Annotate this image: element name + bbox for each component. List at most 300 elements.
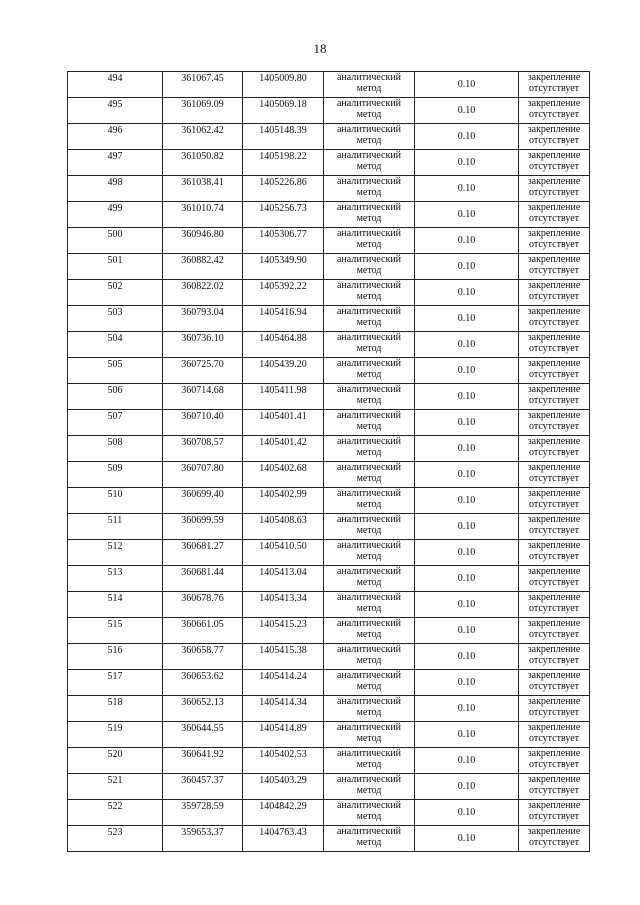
table-row bbox=[68, 202, 590, 228]
accuracy: 0.10 bbox=[415, 306, 519, 332]
fixing-line-2: отсутствует bbox=[528, 83, 580, 94]
fixing-line-1: закрепление bbox=[527, 254, 581, 265]
coordinate-x: 360822.02 bbox=[163, 280, 243, 306]
accuracy: 0.10 bbox=[415, 436, 519, 462]
accuracy: 0.10 bbox=[415, 722, 519, 748]
method-line-1: аналитический bbox=[336, 306, 402, 317]
point-number: 495 bbox=[68, 98, 163, 124]
method-line-1: аналитический bbox=[336, 98, 402, 109]
accuracy: 0.10 bbox=[415, 748, 519, 774]
method-line-2: метод bbox=[356, 499, 382, 510]
fixing-cell bbox=[519, 488, 590, 514]
method-line-1: аналитический bbox=[336, 826, 402, 837]
point-number: 503 bbox=[68, 306, 163, 332]
table-row bbox=[68, 436, 590, 462]
method-cell bbox=[324, 800, 415, 826]
method-line-1: аналитический bbox=[336, 722, 402, 733]
method-cell bbox=[324, 774, 415, 800]
point-number: 499 bbox=[68, 202, 163, 228]
method-cell bbox=[324, 488, 415, 514]
fixing-line-1: закрепление bbox=[527, 176, 581, 187]
fixing-line-2: отсутствует bbox=[528, 473, 580, 484]
fixing-cell bbox=[519, 202, 590, 228]
fixing-line-2: отсутствует bbox=[528, 707, 580, 718]
method-cell bbox=[324, 150, 415, 176]
accuracy: 0.10 bbox=[415, 644, 519, 670]
fixing-line-1: закрепление bbox=[527, 514, 581, 525]
coordinate-x: 361050.82 bbox=[163, 150, 243, 176]
method-line-1: аналитический bbox=[336, 514, 402, 525]
coordinates-table-body bbox=[68, 72, 590, 852]
method-line-2: метод bbox=[356, 759, 382, 770]
method-line-2: метод bbox=[356, 551, 382, 562]
method-line-1: аналитический bbox=[336, 566, 402, 577]
fixing-line-1: закрепление bbox=[527, 436, 581, 447]
fixing-line-2: отсутствует bbox=[528, 317, 580, 328]
table-row bbox=[68, 514, 590, 540]
method-line-2: метод bbox=[356, 135, 382, 146]
method-line-1: аналитический bbox=[336, 228, 402, 239]
method-line-2: метод bbox=[356, 317, 382, 328]
accuracy: 0.10 bbox=[415, 410, 519, 436]
table-row bbox=[68, 150, 590, 176]
fixing-line-2: отсутствует bbox=[528, 629, 580, 640]
fixing-line-1: закрепление bbox=[527, 592, 581, 603]
coordinate-x: 360652.13 bbox=[163, 696, 243, 722]
coordinate-y: 1405069.18 bbox=[243, 98, 324, 124]
point-number: 505 bbox=[68, 358, 163, 384]
method-line-2: метод bbox=[356, 239, 382, 250]
fixing-cell bbox=[519, 800, 590, 826]
fixing-line-2: отсутствует bbox=[528, 161, 580, 172]
method-line-1: аналитический bbox=[336, 462, 402, 473]
method-cell bbox=[324, 176, 415, 202]
table-row bbox=[68, 618, 590, 644]
fixing-line-1: закрепление bbox=[527, 488, 581, 499]
coordinate-x: 360681.44 bbox=[163, 566, 243, 592]
fixing-line-2: отсутствует bbox=[528, 421, 580, 432]
fixing-line-2: отсутствует bbox=[528, 603, 580, 614]
method-line-2: метод bbox=[356, 837, 382, 848]
coordinate-y: 1405415.38 bbox=[243, 644, 324, 670]
fixing-cell bbox=[519, 228, 590, 254]
coordinate-y: 1405402.53 bbox=[243, 748, 324, 774]
accuracy: 0.10 bbox=[415, 384, 519, 410]
method-line-2: метод bbox=[356, 161, 382, 172]
fixing-cell bbox=[519, 98, 590, 124]
fixing-line-2: отсутствует bbox=[528, 499, 580, 510]
method-line-2: метод bbox=[356, 629, 382, 640]
table-row bbox=[68, 306, 590, 332]
point-number: 515 bbox=[68, 618, 163, 644]
method-line-2: метод bbox=[356, 291, 382, 302]
point-number: 497 bbox=[68, 150, 163, 176]
page-number: 18 bbox=[313, 41, 327, 56]
coordinate-x: 359728.59 bbox=[163, 800, 243, 826]
fixing-cell bbox=[519, 176, 590, 202]
coordinate-y: 1405414.34 bbox=[243, 696, 324, 722]
coordinate-y: 1405408.63 bbox=[243, 514, 324, 540]
fixing-line-2: отсутствует bbox=[528, 811, 580, 822]
coordinate-y: 1405256.73 bbox=[243, 202, 324, 228]
fixing-line-1: закрепление bbox=[527, 202, 581, 213]
fixing-line-2: отсутствует bbox=[528, 525, 580, 536]
method-line-2: метод bbox=[356, 265, 382, 276]
coordinate-y: 1405413.04 bbox=[243, 566, 324, 592]
method-cell bbox=[324, 254, 415, 280]
point-number: 507 bbox=[68, 410, 163, 436]
point-number: 518 bbox=[68, 696, 163, 722]
accuracy: 0.10 bbox=[415, 176, 519, 202]
method-line-1: аналитический bbox=[336, 436, 402, 447]
accuracy: 0.10 bbox=[415, 826, 519, 852]
method-cell bbox=[324, 280, 415, 306]
fixing-cell bbox=[519, 72, 590, 98]
coordinate-y: 1405226.86 bbox=[243, 176, 324, 202]
fixing-line-1: закрепление bbox=[527, 98, 581, 109]
point-number: 513 bbox=[68, 566, 163, 592]
point-number: 502 bbox=[68, 280, 163, 306]
point-number: 508 bbox=[68, 436, 163, 462]
fixing-line-1: закрепление bbox=[527, 670, 581, 681]
fixing-line-2: отсутствует bbox=[528, 395, 580, 406]
coordinate-x: 360678.76 bbox=[163, 592, 243, 618]
fixing-cell bbox=[519, 150, 590, 176]
method-line-1: аналитический bbox=[336, 332, 402, 343]
coordinate-x: 360653.62 bbox=[163, 670, 243, 696]
fixing-cell bbox=[519, 462, 590, 488]
point-number: 517 bbox=[68, 670, 163, 696]
table-row bbox=[68, 592, 590, 618]
method-line-1: аналитический bbox=[336, 254, 402, 265]
coordinate-y: 1405009.80 bbox=[243, 72, 324, 98]
coordinate-x: 360699.59 bbox=[163, 514, 243, 540]
point-number: 496 bbox=[68, 124, 163, 150]
fixing-line-2: отсутствует bbox=[528, 369, 580, 380]
table-row bbox=[68, 540, 590, 566]
method-line-2: метод bbox=[356, 369, 382, 380]
method-line-2: метод bbox=[356, 395, 382, 406]
coordinate-y: 1404763.43 bbox=[243, 826, 324, 852]
coordinate-y: 1405401.42 bbox=[243, 436, 324, 462]
accuracy: 0.10 bbox=[415, 514, 519, 540]
coordinate-y: 1405392.22 bbox=[243, 280, 324, 306]
method-line-2: метод bbox=[356, 707, 382, 718]
method-line-2: метод bbox=[356, 811, 382, 822]
point-number: 516 bbox=[68, 644, 163, 670]
coordinate-x: 360658.77 bbox=[163, 644, 243, 670]
accuracy: 0.10 bbox=[415, 150, 519, 176]
fixing-cell bbox=[519, 540, 590, 566]
fixing-line-1: закрепление bbox=[527, 826, 581, 837]
table-row bbox=[68, 124, 590, 150]
fixing-line-1: закрепление bbox=[527, 150, 581, 161]
coordinate-x: 361010.74 bbox=[163, 202, 243, 228]
method-cell bbox=[324, 358, 415, 384]
method-line-1: аналитический bbox=[336, 176, 402, 187]
coordinate-y: 1405306.77 bbox=[243, 228, 324, 254]
method-cell bbox=[324, 384, 415, 410]
method-line-2: метод bbox=[356, 447, 382, 458]
coordinate-y: 1405403.29 bbox=[243, 774, 324, 800]
coordinate-x: 361062.42 bbox=[163, 124, 243, 150]
fixing-line-1: закрепление bbox=[527, 410, 581, 421]
method-line-1: аналитический bbox=[336, 202, 402, 213]
fixing-cell bbox=[519, 696, 590, 722]
method-line-2: метод bbox=[356, 187, 382, 198]
fixing-line-1: закрепление bbox=[527, 124, 581, 135]
method-cell bbox=[324, 410, 415, 436]
point-number: 510 bbox=[68, 488, 163, 514]
accuracy: 0.10 bbox=[415, 696, 519, 722]
fixing-cell bbox=[519, 618, 590, 644]
fixing-line-1: закрепление bbox=[527, 800, 581, 811]
coordinate-x: 360725.70 bbox=[163, 358, 243, 384]
table-row bbox=[68, 800, 590, 826]
point-number: 501 bbox=[68, 254, 163, 280]
coordinate-y: 1405402.99 bbox=[243, 488, 324, 514]
accuracy: 0.10 bbox=[415, 228, 519, 254]
coordinate-y: 1405414.24 bbox=[243, 670, 324, 696]
fixing-line-2: отсутствует bbox=[528, 577, 580, 588]
coordinates-table bbox=[67, 71, 590, 852]
method-line-1: аналитический bbox=[336, 644, 402, 655]
point-number: 522 bbox=[68, 800, 163, 826]
table-row bbox=[68, 722, 590, 748]
table-row bbox=[68, 644, 590, 670]
method-cell bbox=[324, 228, 415, 254]
table-row bbox=[68, 98, 590, 124]
method-cell bbox=[324, 306, 415, 332]
coordinate-y: 1405401.41 bbox=[243, 410, 324, 436]
coordinate-x: 360681.27 bbox=[163, 540, 243, 566]
fixing-line-1: закрепление bbox=[527, 540, 581, 551]
fixing-line-1: закрепление bbox=[527, 696, 581, 707]
fixing-cell bbox=[519, 644, 590, 670]
table-row bbox=[68, 748, 590, 774]
fixing-line-1: закрепление bbox=[527, 774, 581, 785]
method-line-2: метод bbox=[356, 655, 382, 666]
accuracy: 0.10 bbox=[415, 332, 519, 358]
point-number: 494 bbox=[68, 72, 163, 98]
accuracy: 0.10 bbox=[415, 358, 519, 384]
method-cell bbox=[324, 826, 415, 852]
point-number: 519 bbox=[68, 722, 163, 748]
table-row bbox=[68, 176, 590, 202]
accuracy: 0.10 bbox=[415, 800, 519, 826]
fixing-cell bbox=[519, 384, 590, 410]
method-line-2: метод bbox=[356, 473, 382, 484]
accuracy: 0.10 bbox=[415, 540, 519, 566]
method-line-1: аналитический bbox=[336, 384, 402, 395]
point-number: 523 bbox=[68, 826, 163, 852]
fixing-line-1: закрепление bbox=[527, 566, 581, 577]
fixing-cell bbox=[519, 358, 590, 384]
method-line-2: метод bbox=[356, 681, 382, 692]
method-line-1: аналитический bbox=[336, 696, 402, 707]
accuracy: 0.10 bbox=[415, 280, 519, 306]
fixing-line-2: отсутствует bbox=[528, 551, 580, 562]
method-line-1: аналитический bbox=[336, 592, 402, 603]
table-row bbox=[68, 358, 590, 384]
coordinate-x: 360882.42 bbox=[163, 254, 243, 280]
method-line-1: аналитический bbox=[336, 488, 402, 499]
table-row bbox=[68, 332, 590, 358]
fixing-cell bbox=[519, 306, 590, 332]
method-line-1: аналитический bbox=[336, 72, 402, 83]
coordinate-y: 1405414.89 bbox=[243, 722, 324, 748]
method-line-1: аналитический bbox=[336, 540, 402, 551]
fixing-line-1: закрепление bbox=[527, 644, 581, 655]
point-number: 521 bbox=[68, 774, 163, 800]
table-row bbox=[68, 384, 590, 410]
accuracy: 0.10 bbox=[415, 618, 519, 644]
method-line-1: аналитический bbox=[336, 800, 402, 811]
accuracy: 0.10 bbox=[415, 98, 519, 124]
table-row bbox=[68, 826, 590, 852]
point-number: 504 bbox=[68, 332, 163, 358]
fixing-line-2: отсутствует bbox=[528, 187, 580, 198]
table-row bbox=[68, 774, 590, 800]
method-cell bbox=[324, 566, 415, 592]
method-line-2: метод bbox=[356, 525, 382, 536]
fixing-line-1: закрепление bbox=[527, 306, 581, 317]
coordinate-x: 359653.37 bbox=[163, 826, 243, 852]
point-number: 506 bbox=[68, 384, 163, 410]
table-row bbox=[68, 410, 590, 436]
coordinate-x: 361069.09 bbox=[163, 98, 243, 124]
fixing-line-1: закрепление bbox=[527, 280, 581, 291]
method-cell bbox=[324, 462, 415, 488]
method-cell bbox=[324, 202, 415, 228]
fixing-line-2: отсутствует bbox=[528, 759, 580, 770]
coordinate-y: 1405402.68 bbox=[243, 462, 324, 488]
fixing-cell bbox=[519, 592, 590, 618]
coordinate-y: 1405410.50 bbox=[243, 540, 324, 566]
table-row bbox=[68, 488, 590, 514]
coordinate-y: 1405148.39 bbox=[243, 124, 324, 150]
method-line-1: аналитический bbox=[336, 410, 402, 421]
coordinate-y: 1405411.98 bbox=[243, 384, 324, 410]
method-line-2: метод bbox=[356, 577, 382, 588]
fixing-line-2: отсутствует bbox=[528, 447, 580, 458]
accuracy: 0.10 bbox=[415, 488, 519, 514]
method-line-2: метод bbox=[356, 109, 382, 120]
fixing-cell bbox=[519, 774, 590, 800]
method-line-2: метод bbox=[356, 213, 382, 224]
coordinate-x: 360707.80 bbox=[163, 462, 243, 488]
method-cell bbox=[324, 696, 415, 722]
method-cell bbox=[324, 670, 415, 696]
table-row bbox=[68, 566, 590, 592]
table-row bbox=[68, 72, 590, 98]
table-row bbox=[68, 280, 590, 306]
point-number: 520 bbox=[68, 748, 163, 774]
coordinate-y: 1405413.34 bbox=[243, 592, 324, 618]
method-cell bbox=[324, 618, 415, 644]
point-number: 498 bbox=[68, 176, 163, 202]
point-number: 514 bbox=[68, 592, 163, 618]
coordinate-y: 1404842.29 bbox=[243, 800, 324, 826]
method-line-1: аналитический bbox=[336, 618, 402, 629]
point-number: 511 bbox=[68, 514, 163, 540]
fixing-line-1: закрепление bbox=[527, 748, 581, 759]
fixing-line-2: отсутствует bbox=[528, 109, 580, 120]
table-row bbox=[68, 228, 590, 254]
coordinate-x: 360699.40 bbox=[163, 488, 243, 514]
fixing-cell bbox=[519, 514, 590, 540]
fixing-line-2: отсутствует bbox=[528, 291, 580, 302]
accuracy: 0.10 bbox=[415, 124, 519, 150]
fixing-cell bbox=[519, 254, 590, 280]
coordinate-x: 360644.55 bbox=[163, 722, 243, 748]
accuracy: 0.10 bbox=[415, 72, 519, 98]
method-cell bbox=[324, 124, 415, 150]
point-number: 500 bbox=[68, 228, 163, 254]
accuracy: 0.10 bbox=[415, 670, 519, 696]
fixing-cell bbox=[519, 436, 590, 462]
coordinate-x: 360641.92 bbox=[163, 748, 243, 774]
accuracy: 0.10 bbox=[415, 254, 519, 280]
table-row bbox=[68, 254, 590, 280]
fixing-cell bbox=[519, 280, 590, 306]
method-line-2: метод bbox=[356, 603, 382, 614]
point-number: 509 bbox=[68, 462, 163, 488]
method-line-1: аналитический bbox=[336, 358, 402, 369]
fixing-line-2: отсутствует bbox=[528, 785, 580, 796]
coordinate-x: 360457.37 bbox=[163, 774, 243, 800]
coordinate-x: 360736.10 bbox=[163, 332, 243, 358]
fixing-cell bbox=[519, 410, 590, 436]
fixing-line-2: отсутствует bbox=[528, 343, 580, 354]
coordinate-x: 360714.68 bbox=[163, 384, 243, 410]
method-cell bbox=[324, 748, 415, 774]
table-row bbox=[68, 696, 590, 722]
fixing-line-1: закрепление bbox=[527, 462, 581, 473]
fixing-cell bbox=[519, 566, 590, 592]
fixing-cell bbox=[519, 124, 590, 150]
coordinate-x: 361067.45 bbox=[163, 72, 243, 98]
method-cell bbox=[324, 98, 415, 124]
fixing-line-1: закрепление bbox=[527, 332, 581, 343]
fixing-line-2: отсутствует bbox=[528, 239, 580, 250]
method-line-1: аналитический bbox=[336, 774, 402, 785]
method-cell bbox=[324, 592, 415, 618]
method-cell bbox=[324, 644, 415, 670]
accuracy: 0.10 bbox=[415, 774, 519, 800]
method-cell bbox=[324, 436, 415, 462]
coordinate-x: 360793.04 bbox=[163, 306, 243, 332]
method-line-1: аналитический bbox=[336, 124, 402, 135]
fixing-line-1: закрепление bbox=[527, 722, 581, 733]
coordinate-y: 1405198.22 bbox=[243, 150, 324, 176]
coordinate-y: 1405415.23 bbox=[243, 618, 324, 644]
fixing-line-2: отсутствует bbox=[528, 655, 580, 666]
method-cell bbox=[324, 722, 415, 748]
method-line-2: метод bbox=[356, 785, 382, 796]
method-line-2: метод bbox=[356, 83, 382, 94]
table-row bbox=[68, 462, 590, 488]
fixing-line-1: закрепление bbox=[527, 228, 581, 239]
method-line-2: метод bbox=[356, 343, 382, 354]
method-cell bbox=[324, 72, 415, 98]
method-line-1: аналитический bbox=[336, 150, 402, 161]
method-line-1: аналитический bbox=[336, 280, 402, 291]
accuracy: 0.10 bbox=[415, 202, 519, 228]
coordinate-y: 1405464.88 bbox=[243, 332, 324, 358]
fixing-line-1: закрепление bbox=[527, 384, 581, 395]
coordinate-x: 360710.40 bbox=[163, 410, 243, 436]
